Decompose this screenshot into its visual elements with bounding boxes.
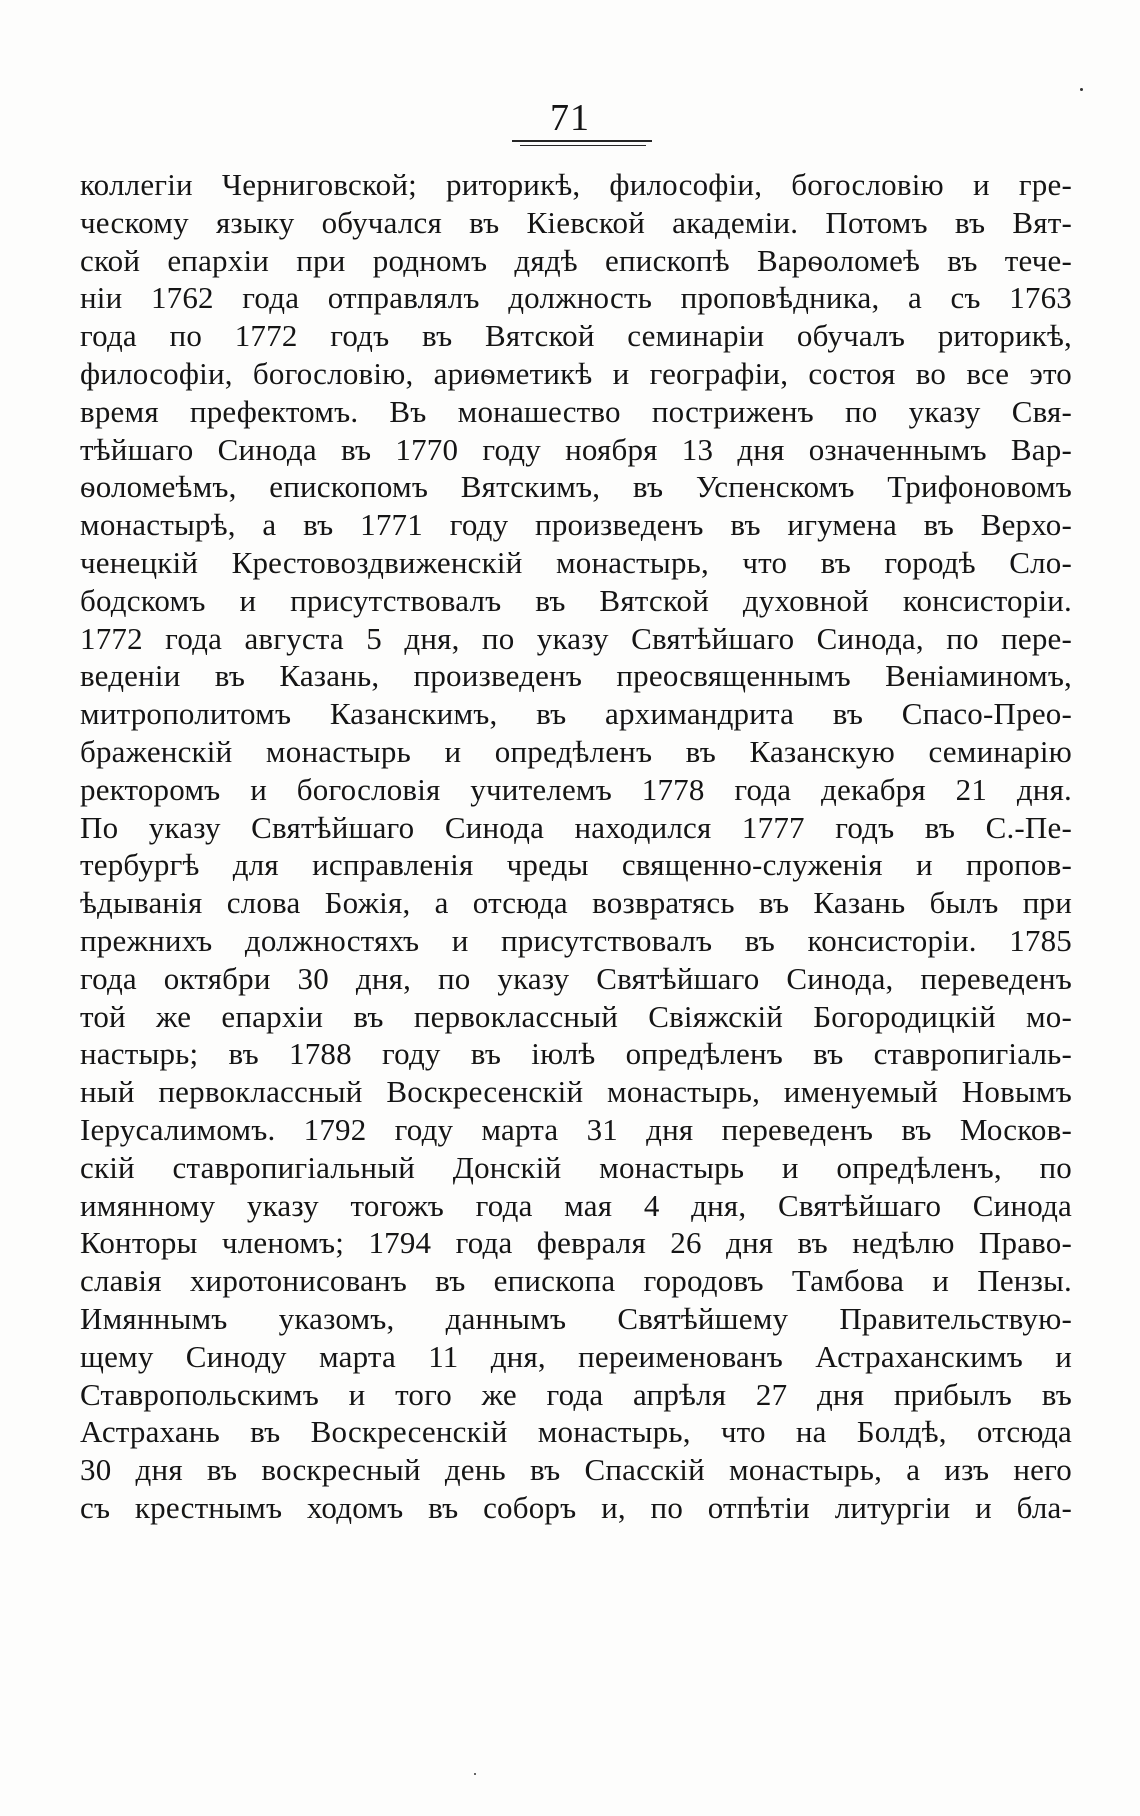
text-line: Астрахань въ Воскресенскій монастырь, что на Болдѣ, отсюда [80,1414,1072,1450]
page-number-rule [512,140,652,142]
text-line: ченецкій Крестовоздвиженскій монастырь, что въ городѣ Сло- [80,544,1072,580]
text-line: скій ставропигіальный Донскій монастырь и опредѣленъ, по [80,1149,1072,1185]
text-line: ніи 1762 года отправлялъ должность проповѣдника, а съ 1763 [80,280,1072,316]
page-number-rule-thin [520,145,646,146]
text-line: 1772 года августа 5 дня, по указу Святѣйшаго Синода, по пере- [80,620,1072,656]
text-line: время префектомъ. Въ монашество постриженъ по указу Свя- [80,393,1072,429]
text-line: щему Синоду марта 11 дня, переименованъ Астраханскимъ и [80,1338,1072,1374]
page-number: 71 [550,97,590,139]
text-line: года по 1772 годъ въ Вятской семинаріи обучалъ риторикѣ, [80,318,1072,354]
text-line: славія хиротонисованъ въ епископа городовъ Тамбова и Пензы. [80,1263,1072,1299]
text-line: прежнихъ должностяхъ и присутствовалъ въ консисторіи. 1785 [80,922,1072,958]
text-line: митрополитомъ Казанскимъ, въ архимандрита въ Спасо-Прео- [80,696,1072,732]
text-line: монастырѣ, а въ 1771 году произведенъ въ игумена въ Верхо- [80,507,1072,543]
text-line: ректоромъ и богословія учителемъ 1778 года декабря 21 дня. [80,771,1072,807]
text-line: веденіи въ Казань, произведенъ преосвященнымъ Веніаминомъ, [80,658,1072,694]
text-line: Ставропольскимъ и того же года апрѣля 27 дня прибылъ въ [80,1376,1072,1412]
text-line: ской епархіи при родномъ дядѣ епископѣ Варѳоломеѣ въ тече- [80,242,1072,278]
print-speck [474,1773,476,1775]
text-line: По указу Святѣйшаго Синода находился 1777 годъ въ С.-Пе- [80,809,1072,845]
text-line: Имяннымъ указомъ, даннымъ Святѣйшему Правительствую- [80,1300,1072,1336]
text-line: коллегіи Черниговской; риторикѣ, философіи, богословію и гре- [80,167,1072,202]
print-speck [1080,88,1083,91]
text-line: Конторы членомъ; 1794 года февраля 26 дня въ недѣлю Право- [80,1225,1072,1261]
body-text [80,166,1072,1527]
text-line: ѳоломеѣмъ, епископомъ Вятскимъ, въ Успенскомъ Трифоновомъ [80,469,1072,505]
text-line: года октябри 30 дня, по указу Святѣйшаго Синода, переведенъ [80,960,1072,996]
text-line: съ крестнымъ ходомъ въ соборъ и, по отпѣтіи литургіи и бла- [80,1489,1072,1525]
text-line: бодскомъ и присутствовалъ въ Вятской духовной консисторіи. [80,582,1072,618]
text-line: настырь; въ 1788 году въ іюлѣ опредѣленъ въ ставропигіаль- [80,1036,1072,1072]
text-line: 30 дня въ воскресный день въ Спасскій монастырь, а изъ него [80,1452,1072,1488]
text-line: философіи, богословію, ариѳметикѣ и географіи, состоя во все это [80,355,1072,391]
text-line: Іерусалимомъ. 1792 году марта 31 дня переведенъ въ Москов- [80,1111,1072,1147]
text-line: той же епархіи въ первоклассный Свіяжскій Богородицкій мо- [80,998,1072,1034]
text-line: тѣйшаго Синода въ 1770 году ноября 13 дня означеннымъ Вар- [80,431,1072,467]
text-line: имянному указу тогожъ года мая 4 дня, Святѣйшаго Синода [80,1187,1072,1223]
text-line: тербургѣ для исправленія чреды священно-служенія и пропов- [80,847,1072,883]
text-line: ный первоклассный Воскресенскій монастырь, именуемый Новымъ [80,1074,1072,1110]
text-line: браженскій монастырь и опредѣленъ въ Казанскую семинарію [80,733,1072,769]
text-line: ческому языку обучался въ Кіевской академіи. Потомъ въ Вят- [80,204,1072,240]
text-line: ѣдыванія слова Божія, а отсюда возвратясь въ Казань былъ при [80,885,1072,921]
